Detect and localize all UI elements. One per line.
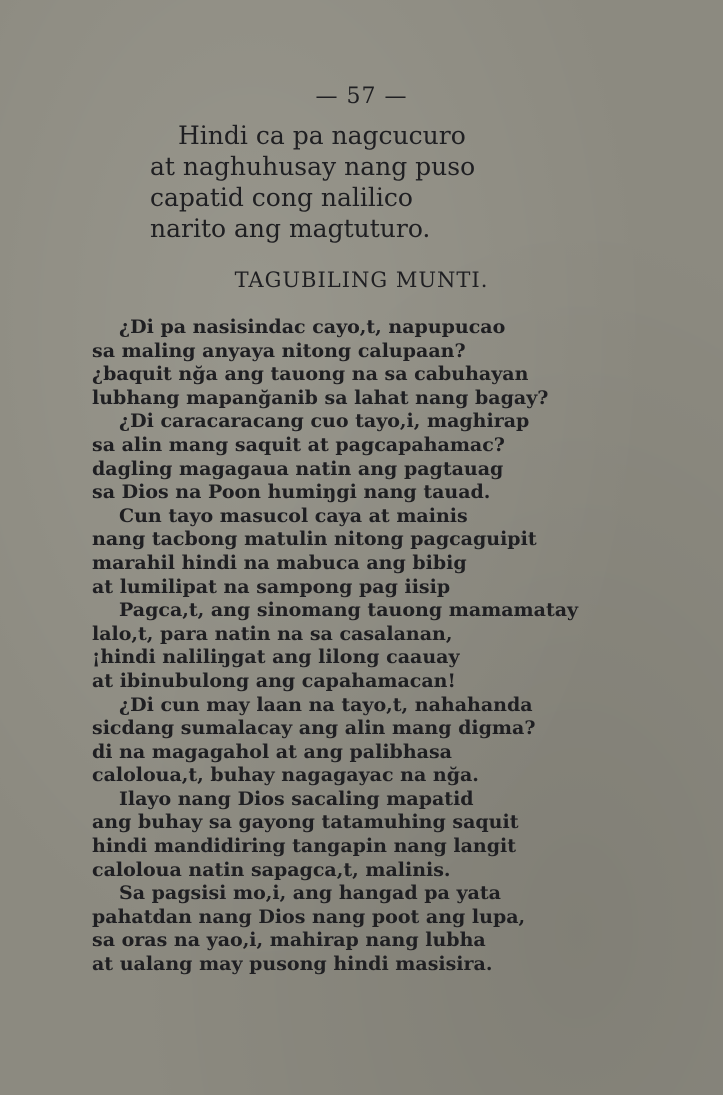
poem-line: ¿Di cun may laan na tayo,t, nahahanda: [119, 693, 533, 716]
poem-line: hindi mandidiring tangapin nang langit: [92, 835, 517, 858]
top-stanza: [150, 120, 475, 244]
poem-line: ¿Di caracaracang cuo tayo,i, maghirap: [119, 410, 530, 433]
poem-line: lalo,t, para natin na sa casalanan,: [92, 622, 453, 645]
poem-line: Ilayo nang Dios sacaling mapatid: [119, 787, 474, 810]
poem-line: dagling magagaua natin ang pagtauag: [92, 457, 504, 480]
poem-line: sa oras na yao,i, mahirap nang lubha: [92, 929, 486, 952]
poem-line: ¡hindi naliliŋgat ang lilong caauay: [92, 646, 460, 669]
poem-line: sa Dios na Poon humiŋgi nang tauad.: [92, 481, 491, 504]
stanza-line: Hindi ca pa nagcucuro: [178, 121, 466, 150]
stanza-line: narito ang magtuturo.: [150, 214, 431, 243]
poem-line: at ualang may pusong hindi masisira.: [92, 953, 493, 976]
poem-line: pahatdan nang Dios nang poot ang lupa,: [92, 905, 526, 928]
poem-line: Cun tayo masucol caya at mainis: [119, 504, 468, 527]
poem-line: lubhang mapanğanib sa lahat nang bagay?: [92, 386, 549, 409]
poem-line: marahil hindi na mabuca ang bibig: [92, 551, 467, 574]
poem-line: ang buhay sa gayong tatamuhing saquit: [92, 811, 519, 834]
poem-line: at ibinubulong ang capahamacan!: [92, 669, 456, 692]
poem-line: Pagca,t, ang sinomang tauong mamamatay: [119, 599, 579, 622]
stanza-line: at naghuhusay nang puso: [150, 152, 476, 181]
poem-line: sa maling anyaya nitong calupaan?: [92, 339, 466, 362]
section-heading: TAGUBILING MUNTI.: [234, 268, 489, 292]
poem-line: sicdang sumalacay ang alin mang digma?: [92, 717, 536, 740]
poem-line: ¿baquit nğa ang tauong na sa cabuhayan: [92, 363, 529, 386]
poem-line: at lumilipat na sampong pag iisip: [92, 575, 451, 598]
poem-line: ¿Di pa nasisindac cayo,t, napupucao: [119, 316, 506, 338]
poem-line: caloloua natin sapagca,t, malinis.: [92, 858, 451, 881]
poem-line: Sa pagsisi mo,i, ang hangad pa yata: [119, 882, 501, 905]
page-number: — 57 —: [315, 84, 408, 109]
poem-line: caloloua,t, buhay nagagayac na nğa.: [92, 764, 479, 787]
poem-body: [92, 316, 578, 977]
stanza-line: capatid cong nalilico: [150, 183, 413, 212]
poem-line: sa alin mang saquit at pagcapahamac?: [92, 433, 505, 456]
poem-line: nang tacbong matulin nitong pagcaguipit: [92, 528, 537, 551]
poem-line: di na magagahol at ang palibhasa: [92, 740, 452, 763]
